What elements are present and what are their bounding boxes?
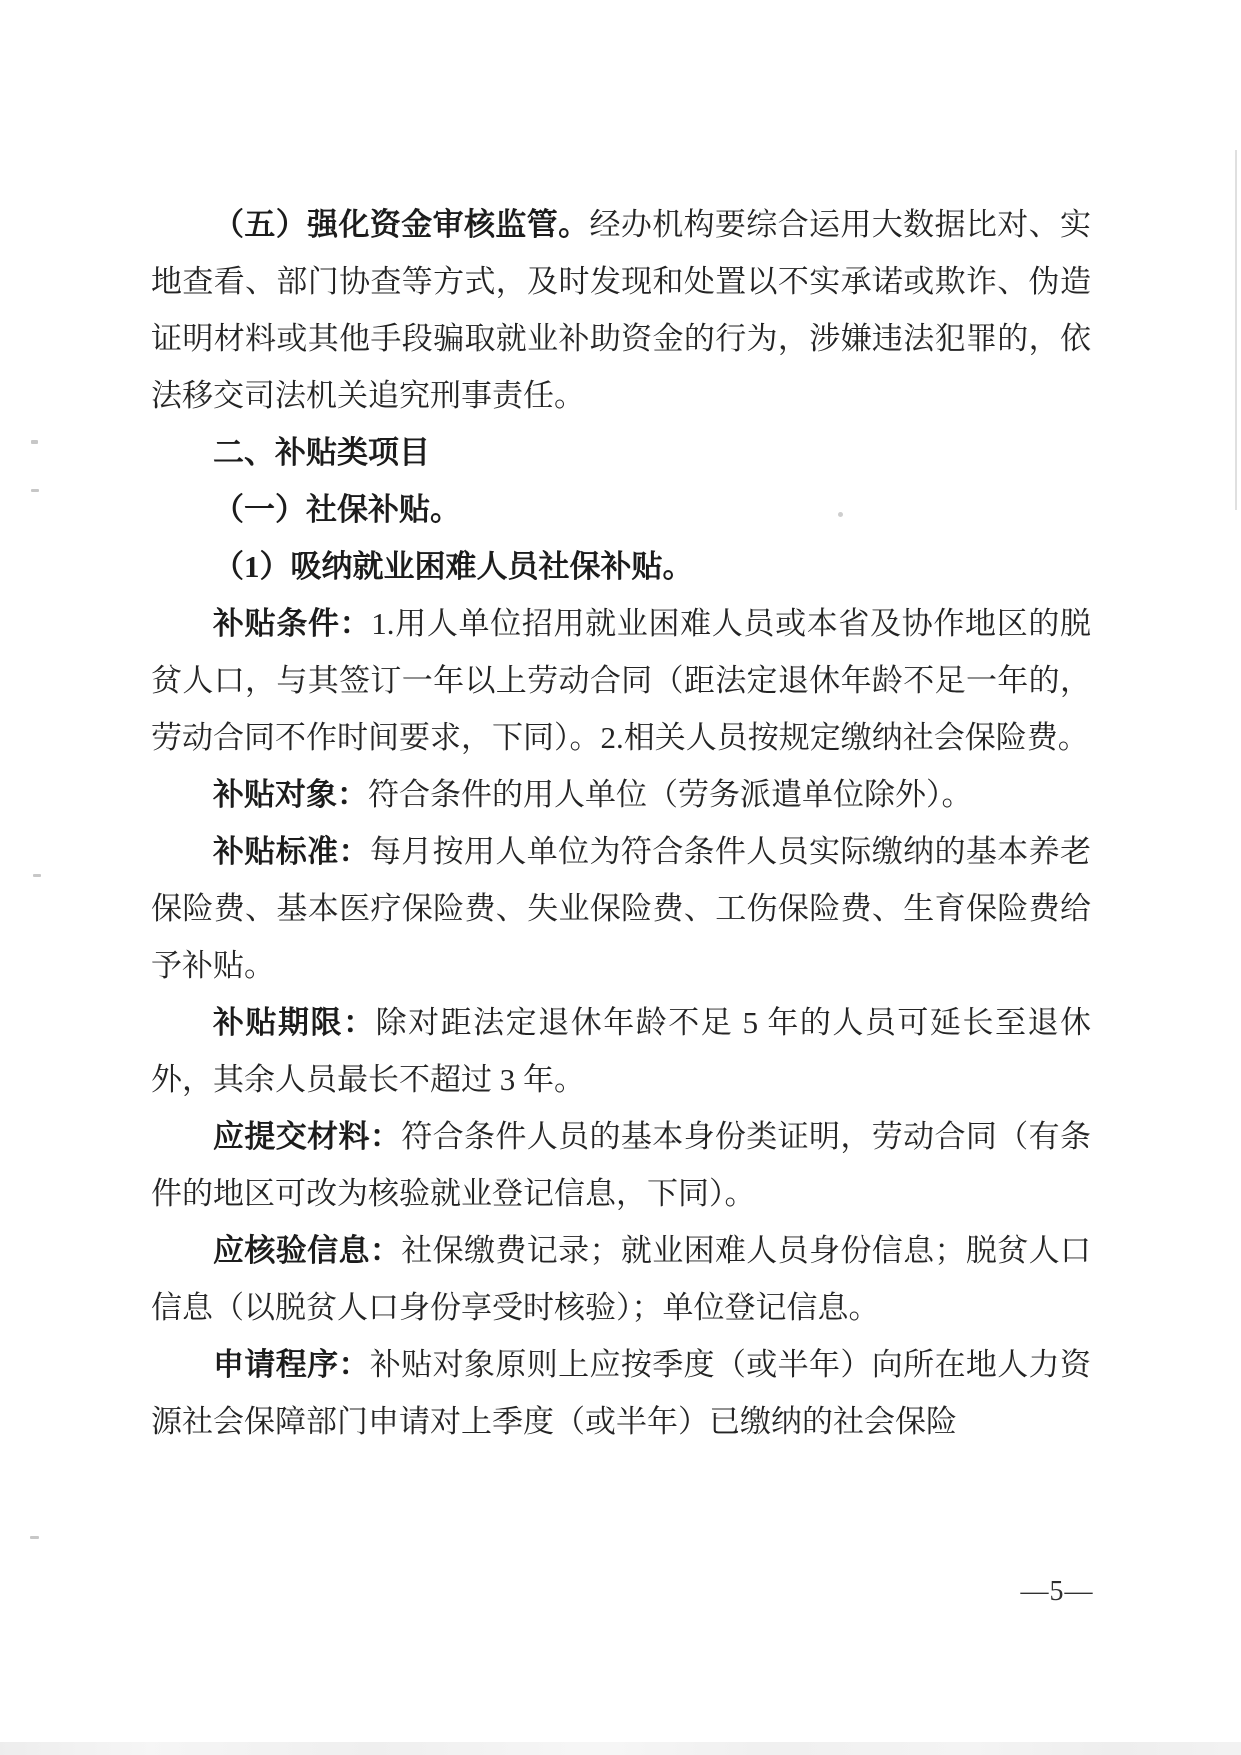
para-subsidy-duration xyxy=(151,994,1091,1108)
scan-speck xyxy=(30,1536,39,1539)
paragraph-lead: 二、补贴类项目 xyxy=(213,435,430,470)
paragraph-lead: （五）强化资金审核监管。 xyxy=(213,207,590,242)
paragraph-lead: 补贴条件： xyxy=(213,606,372,641)
para-application-procedure xyxy=(151,1336,1091,1450)
paragraph-text: 每月按用人单位为符合条件人员实际缴纳的基本养老保险费、基本医疗保险费、失业保险费、工伤保险费、生育保险费给予补贴。 xyxy=(151,834,1092,983)
scan-bottom-band xyxy=(0,1742,1241,1755)
heading-item-hiring-difficult-groups xyxy=(151,538,1091,595)
para-subsidy-standard xyxy=(151,823,1091,994)
paragraph-lead: 申请程序： xyxy=(213,1347,370,1382)
heading-subsidy-projects xyxy=(151,424,1091,481)
para-required-materials xyxy=(151,1108,1091,1222)
para-subsidy-target xyxy=(151,766,1091,823)
page-number: —5— xyxy=(1020,1576,1094,1607)
paragraph-lead: （1）吸纳就业困难人员社保补贴。 xyxy=(213,549,694,584)
paragraph-lead: 应提交材料： xyxy=(213,1119,402,1154)
para-subsidy-conditions xyxy=(151,595,1091,766)
para-fund-audit-supervision xyxy=(151,196,1091,424)
para-verification-info xyxy=(151,1222,1091,1336)
heading-social-insurance-subsidy xyxy=(151,481,1091,538)
paragraph-text: 经办机构要综合运用大数据比对、实地查看、部门协查等方式，及时发现和处置以不实承诺或欺诈、伪造证明材料或其他手段骗取就业补助资金的行为，涉嫌违法犯罪的，依法移交司法机关追究刑事责任。 xyxy=(151,207,1092,413)
paragraph-lead: 应核验信息： xyxy=(213,1233,402,1268)
scan-speck xyxy=(31,440,38,444)
paragraph-text: 符合条件人员的基本身份类证明，劳动合同（有条件的地区可改为核验就业登记信息，下同）。 xyxy=(151,1119,1092,1211)
paragraph-text: 符合条件的用人单位（劳务派遣单位除外）。 xyxy=(368,777,973,812)
document-body xyxy=(151,196,1091,1450)
paragraph-text: 补贴对象原则上应按季度（或半年）向所在地人力资源社会保障部门申请对上季度（或半年）已缴纳的社会保险 xyxy=(151,1347,1092,1439)
scan-edge-artifact xyxy=(1235,150,1237,510)
paragraph-lead: 补贴期限： xyxy=(213,1005,376,1040)
paragraph-text: 社保缴费记录；就业困难人员身份信息；脱贫人口信息（以脱贫人口身份享受时核验）；单位登记信息。 xyxy=(151,1233,1092,1325)
paragraph-lead: 补贴标准： xyxy=(213,834,370,869)
scan-speck xyxy=(838,512,843,517)
paragraph-lead: 补贴对象： xyxy=(213,777,368,812)
paragraph-text: 除对距法定退休年龄不足 5 年的人员可延长至退休外，其余人员最长不超过 3 年。 xyxy=(151,1005,1091,1097)
scan-speck xyxy=(33,874,41,877)
paragraph-lead: （一）社保补贴。 xyxy=(213,492,461,527)
paragraph-text: 1.用人单位招用就业困难人员或本省及协作地区的脱贫人口，与其签订一年以上劳动合同（距法定退休年龄不足一年的，劳动合同不作时间要求，下同）。2.相关人员按规定缴纳社会保险费。 xyxy=(151,606,1092,755)
scan-speck xyxy=(31,489,39,492)
